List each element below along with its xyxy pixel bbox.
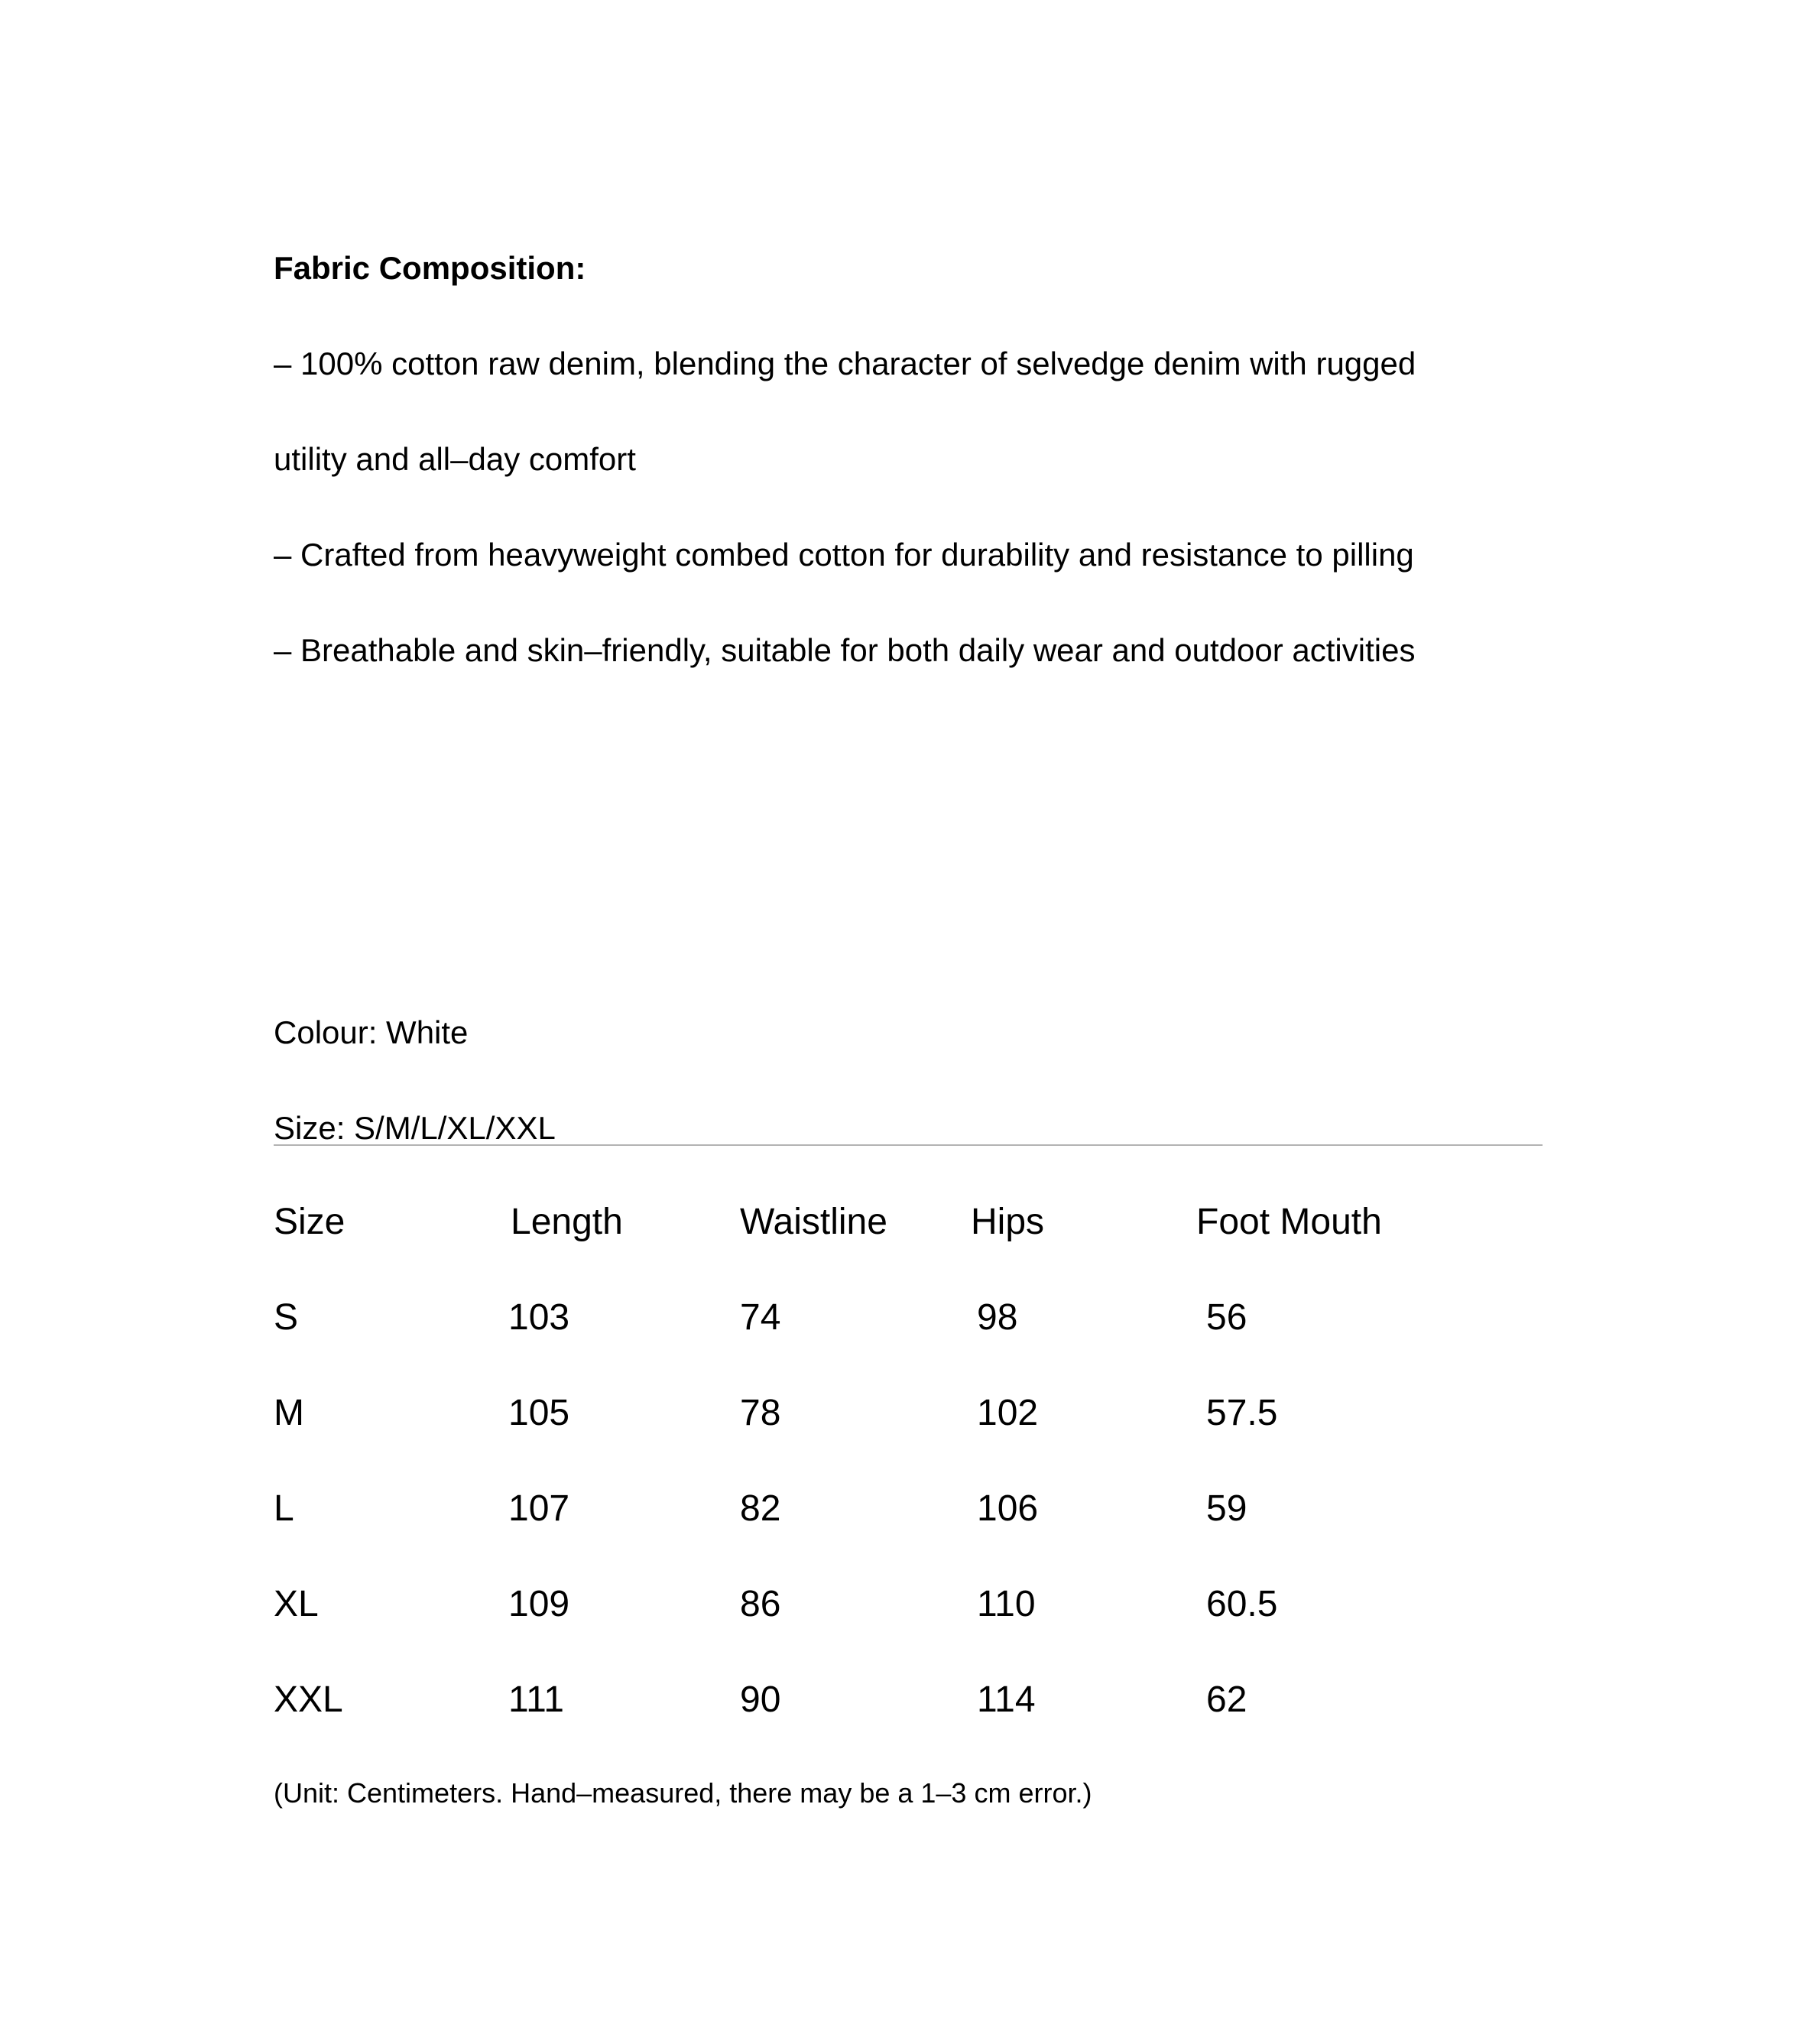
cell-waistline: 82 [740, 1488, 781, 1529]
cell-size: L [274, 1488, 294, 1529]
cell-waistline: 90 [740, 1679, 781, 1720]
header-length: Length [511, 1202, 623, 1242]
cell-size: XXL [274, 1679, 343, 1720]
fabric-line-3: – Crafted from heavyweight combed cotton for durability and resistance to pilling [274, 537, 1414, 573]
cell-waistline: 86 [740, 1584, 781, 1624]
cell-hips: 106 [977, 1488, 1039, 1529]
header-foot-mouth: Foot Mouth [1196, 1202, 1382, 1242]
cell-length: 105 [508, 1393, 570, 1433]
fabric-line-4: – Breathable and skin–friendly, suitable for both daily wear and outdoor activities [274, 632, 1416, 668]
fabric-line-1: – 100% cotton raw denim, blending the character of selvedge denim with rugged [274, 346, 1416, 381]
size-line: Size: S/M/L/XL/XXL [274, 1110, 556, 1146]
cell-foot-mouth: 59 [1206, 1488, 1247, 1529]
cell-length: 109 [508, 1584, 570, 1624]
cell-waistline: 74 [740, 1297, 781, 1338]
measurement-note: (Unit: Centimeters. Hand–measured, there may be a 1–3 cm error.) [274, 1777, 1092, 1809]
divider [274, 1144, 1543, 1146]
fabric-line-2: utility and all–day comfort [274, 441, 636, 477]
cell-hips: 114 [977, 1679, 1036, 1720]
cell-foot-mouth: 62 [1206, 1679, 1247, 1720]
cell-hips: 102 [977, 1393, 1039, 1433]
cell-length: 111 [508, 1679, 564, 1720]
header-size: Size [274, 1202, 346, 1242]
cell-foot-mouth: 56 [1206, 1297, 1247, 1338]
cell-length: 107 [508, 1488, 570, 1529]
cell-size: M [274, 1393, 304, 1433]
cell-size: S [274, 1297, 299, 1338]
cell-foot-mouth: 60.5 [1206, 1584, 1278, 1624]
header-hips: Hips [971, 1202, 1045, 1242]
cell-foot-mouth: 57.5 [1206, 1393, 1278, 1433]
cell-hips: 98 [977, 1297, 1018, 1338]
header-waistline: Waistline [740, 1202, 887, 1242]
cell-size: XL [274, 1584, 319, 1624]
cell-waistline: 78 [740, 1393, 781, 1433]
fabric-composition-heading: Fabric Composition: [274, 250, 586, 286]
colour-line: Colour: White [274, 1014, 469, 1050]
cell-length: 103 [508, 1297, 570, 1338]
cell-hips: 110 [977, 1584, 1036, 1624]
